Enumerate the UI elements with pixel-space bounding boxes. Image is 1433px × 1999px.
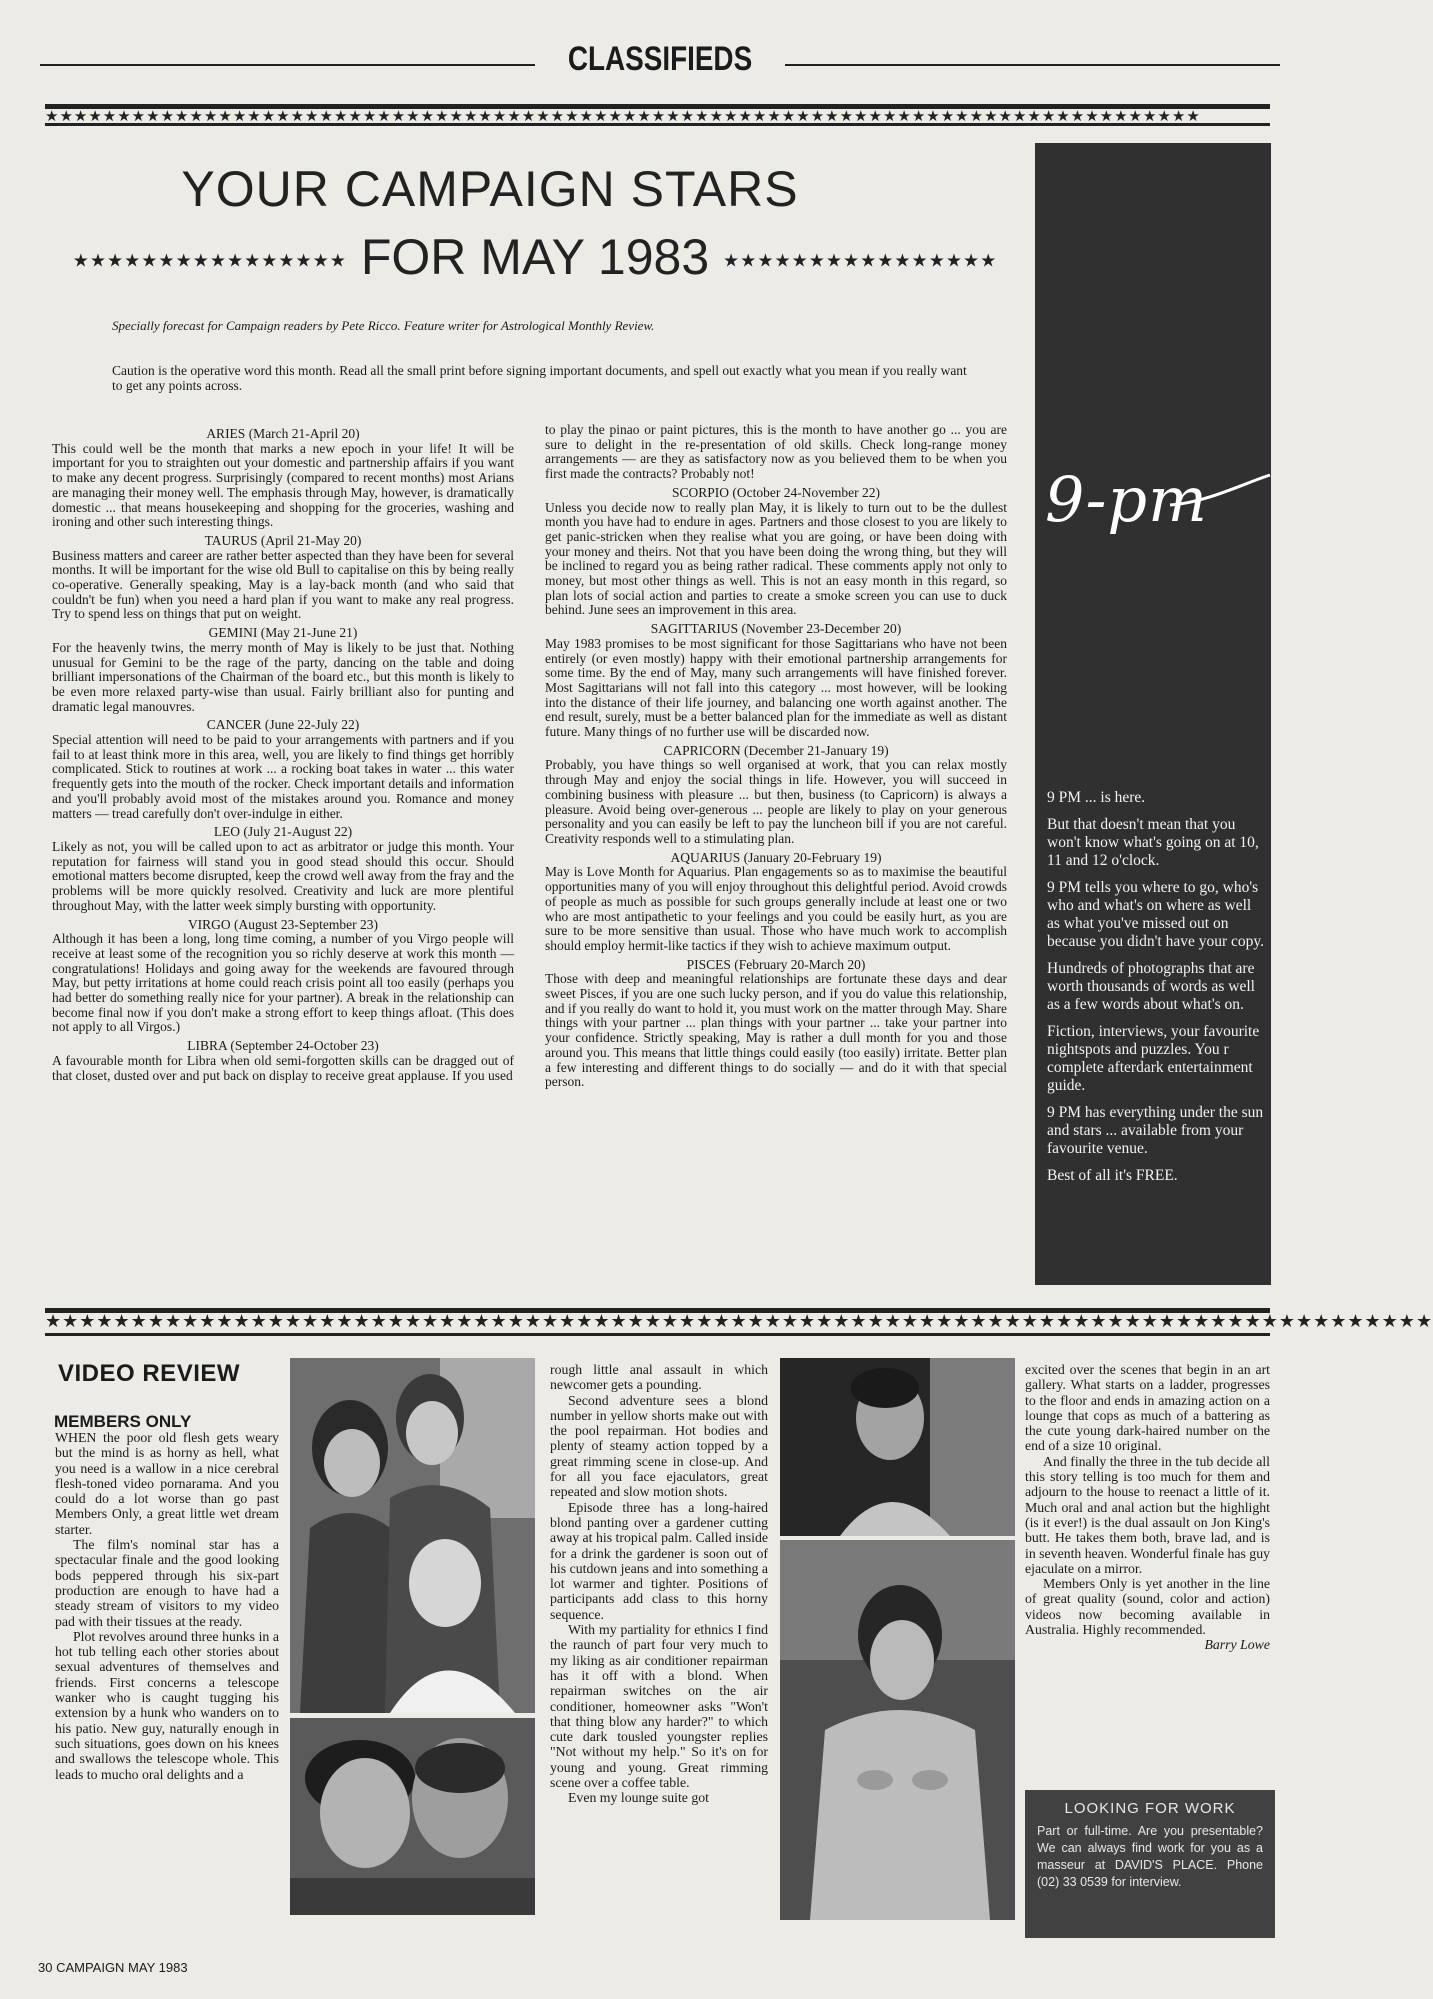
review-paragraph: Second adventure sees a blond number in yellow shorts make out with the pool repairman. Hot bodies and plenty of steamy action topped by a great rimming scene in close-up. And for all you face ejaculators, great repeated and slow motion shots. [550, 1392, 768, 1500]
sign-aries [52, 427, 514, 530]
9pm-paragraph: 9 PM tells you where to go, who's who and what's on where as well as what you've missed out on because you didn't have your copy. [1047, 879, 1264, 950]
sign-heading: SAGITTARIUS (November 23-December 20) [650, 621, 902, 637]
sign-scorpio [545, 486, 1007, 618]
sign-text: Likely as not, you will be called upon to act as arbitrator or judge this month. Your reputation for fairness will stand you in good stead should this occur. Should emotional matters become disrupted, keep the crowd well away from the fray and the problems will be more quickly resolved. Creativity and luck are more plentiful throughout May, with the latter week simply bursting with opportunity. [52, 838, 514, 913]
header-rule-right [785, 64, 1280, 66]
sign-text: For the heavenly twins, the merry month of May is likely to be just that. Nothing unusual for Gemini to be the rage of the party, dancing on the table and doing brilliant impersonations of the Chairman of the board etc., but this month is likely to be even more relaxed party-wise than usual. Fairly brilliant also for punting and dramatic legal manouvres. [52, 639, 514, 714]
sign-aquarius [545, 851, 1007, 954]
horoscope-title-line1: YOUR CAMPAIGN STARS [181, 161, 799, 217]
review-paragraph: Episode three has a long-haired blond panting over a gardener cutting away at his tropical palm. Called inside for a drink the gardener is soon out of his cutdown jeans and into something a lot warmer and tighter. Positions of participants add class to this horny sequence. [550, 1499, 769, 1622]
review-column-1 [55, 1430, 279, 1782]
sign-leo [52, 825, 514, 913]
video-review-heading: VIDEO REVIEW [58, 1360, 241, 1387]
sign-virgo [52, 918, 514, 1036]
9pm-paragraph: Fiction, interviews, your favourite nightspots and puzzles. You r complete afterdark entertainment guide. [1047, 1023, 1260, 1094]
9pm-paragraph: But that doesn't mean that you won't know what's going on at 10, 11 and 12 o'clock. [1047, 816, 1259, 869]
horoscope-byline: Specially forecast for Campaign readers by Pete Ricco. Feature writer for Astrological Monthly Review. [112, 318, 655, 333]
sign-pisces [545, 958, 1007, 1090]
sign-text: Although it has been a long, long time coming, a number of you Virgo people will receive at least some of the recognition you so richly deserve at work this month — congratulations! Holidays and going away for the weekends are favoured through May, but petty irritations at home could reach crisis point all too easily (perhaps you had better do something really nice for your partner). A break in the relationship can become final now if you don't make a strong effort to keep things afloat. (This does not apply to all Virgos.) [52, 931, 514, 1035]
9pm-paragraph: 9 PM has everything under the sun and stars ... available from your favourite venue. [1047, 1104, 1264, 1157]
ad-heading: LOOKING FOR WORK [1064, 1800, 1236, 1817]
sign-text: Those with deep and meaningful relationships are fortunate these days and dear sweet Pisces, if you are one such lucky person, and if you do value this relationship, and if you really do want to hold it, you must work on the matter through May. Share things with your partner ... plan things with your partner ... take your partner into your confidence. Strictly speaking, May is rather a dull month for you and those around you. This means that little things could easily (too easily) irritate. Better plan a few interesting and different things to do socially — and do it with that special person. [545, 971, 1007, 1090]
9pm-paragraph: Best of all it's FREE. [1047, 1167, 1178, 1184]
review-paragraph: With my partiality for ethnics I find the raunch of part four very much to my liking as air conditioner repairman has it off with a blond. When repairman switches on the air conditioner, homeowner asks "Won't that thing blow any harder?" to which cute dark tousled youngster replies "Not without my help." So it's on for young and young. Great rimming scene over a coffee table. [550, 1622, 768, 1791]
header-rule-left [40, 64, 535, 66]
sign-text: May is Love Month for Aquarius. Plan engagements so as to maximise the beautiful opportunities many of you will enjoy throughout this delightful period. Avoid crowds of people as much as possible for such groups generally include at least one or two who are most antipathetic to your feelings and you could be easily hurt, as you are sure to be more sensitive than usual. Those who have much work to accomplish should employ hermit-like tactics if they wish to achieve maximum output. [545, 864, 1007, 953]
sign-text: This could well be the month that marks a new epoch in your life! It will be important for you to straighten out your domestic and partnership affairs if you want to make any decent progress. Surprisingly (compared to recent months) most Arians are managing their money well. The emphasis through May, however, is dramatically domestic ... that means housekeeping and shopping for the groceries, washing and ironing and other such interesting things. [52, 440, 514, 530]
sign-heading: AQUARIUS (January 20-February 19) [670, 849, 882, 865]
sign-cancer [52, 718, 514, 821]
9pm-advert-panel [1035, 143, 1271, 1285]
sign-text: A favourable month for Libra when old semi-forgotten skills can be dragged out of that closet, dusted over and put back on display to receive great applause. If you used [52, 1052, 514, 1083]
sign-text: Business matters and career are rather better aspected than they have been for several months. It will be important for the wise old Bull to capitalise on this by being really co-operative. Generally speaking, May is a lay-back month (and who said that couldn't be fun) when you need a hard plan if you want to make any real progress. Try to spend less on things that put on weight. [52, 547, 514, 622]
horoscope-title-line2-row [45, 228, 1025, 286]
star-border-middle: ★★★★★★★★★★★★★★★★★★★★★★★★★★★★★★★★★★★★★★★★★★★★★★★★★★★★★★★★★★★★★★★★★★★★★★★★★★★★★★★★★ [45, 1308, 1270, 1336]
sign-gemini [52, 626, 514, 714]
photo-three-men [290, 1358, 535, 1713]
sign-heading: ARIES (March 21-April 20) [206, 426, 360, 441]
9pm-paragraph: 9 PM ... is here. [1047, 789, 1146, 806]
horoscope-column-right [545, 423, 1007, 1094]
sign-text: Special attention will need to be paid to your arrangements with partners and if you fail to at least think more in this area, well, you are likely to find things get horribly complicated. Stick to routines at work ... a rocking boat takes in water ... this water frequently gets into the mouth of the rocker. Check important details and information and you'll probably avoid most of the mistakes around you. Romance and money matters — tread carefully don't over-indulge in either. [52, 732, 514, 821]
film-title: MEMBERS ONLY [54, 1412, 192, 1431]
page-footer: 30 CAMPAIGN MAY 1983 [38, 1960, 188, 1975]
photo-man-portrait [780, 1358, 1015, 1536]
review-column-3 [1025, 1362, 1270, 1653]
sign-heading: LEO (July 21-August 22) [213, 824, 353, 840]
9pm-logo: 9-pm [1045, 463, 1208, 536]
sign-taurus [52, 534, 514, 622]
sign-heading: SCORPIO (October 24-November 22) [671, 484, 881, 500]
photo-shirtless-man [780, 1540, 1015, 1920]
9pm-paragraph: Hundreds of photographs that are worth thousands of words as well as a few words about what's on. [1047, 960, 1255, 1013]
sign-heading: PISCES (February 20-March 20) [686, 956, 866, 972]
sign-text: to play the pinao or paint pictures, this is the month to have another go ... you are sure to delight in the re-presentation of old skills. Check long-range money arrangements — are they as satisfactory now as you believed them to be when you first made the contracts? Probably not! [545, 422, 1007, 482]
section-title: CLASSIFIEDS [567, 40, 753, 78]
title-stars-left: ★★★★★★★★★★★★★★★★ [72, 250, 347, 272]
sign-libra [52, 1039, 514, 1083]
ad-text: Part or full-time. Are you presentable? We can always find work for you as a masseur at DAVID'S PLACE. Phone (02) 33 0539 for interview. [1037, 1824, 1263, 1889]
review-paragraph: Members Only is yet another in the line of great quality (sound, color and action) videos now becoming available in Australia. Highly recommended. [1025, 1576, 1270, 1638]
sign-heading: LIBRA (September 24-October 23) [187, 1038, 379, 1054]
review-paragraph: Even my lounge suite got [568, 1790, 710, 1806]
review-paragraph: The film's nominal star has a spectacular finale and the good looking bods peppered through his six-part production are enough to have had a steady stream of visitors to my video pad with their tissues at the ready. [55, 1537, 279, 1629]
classified-ad-box [1025, 1790, 1275, 1938]
sign-heading: GEMINI (May 21-June 21) [208, 625, 358, 641]
title-stars-right: ★★★★★★★★★★★★★★★★ [723, 250, 998, 272]
sign-text: Probably, you have things so well organised at work, that you can relax mostly through May and enjoy the social things in life. However, you will succeed in combining business with pleasure ... but then, business (to Capricorn) is always a pleasure. Avoid being over-generous ... people are likely to play on your generous personality and you can easily be left to pay the luncheon bill if you are not careful. Creativity responds well to a stimulating plan. [545, 757, 1007, 846]
sign-text: May 1983 promises to be most significant for those Sagittarians who have not been entirely (or even mostly) happy with their emotional partnership arrangements for some time. By the end of May, many such arrangements will have finished forever. Most Sagittarians will not fall into this category ... most however, will be looking into the distance of their life journey, and balancing one worth against another. The end result, surely, must be a better balanced plan for the immediate as well as distant future. Many things of no further use will be discarded now. [545, 635, 1007, 740]
horoscope-intro: Caution is the operative word this month. Read all the small print before signing important documents, and spell out exactly what you mean if you really want to get any points across. [112, 363, 967, 393]
reviewer-signature: Barry Lowe [1204, 1637, 1270, 1653]
sign-capricorn [545, 744, 1007, 847]
sign-heading: CAPRICORN (December 21-January 19) [663, 742, 889, 758]
review-paragraph: WHEN the poor old flesh gets weary but the mind is as horny as hell, what you need is a wallow in a nice cerebral flesh-toned video pornarama. And you could do a lot worse than go past Members Only, a great little wet dream starter. [55, 1430, 279, 1537]
review-paragraph: And finally the three in the tub decide all this story telling is too much for them and adjourn to the house to reenact a little of it. Much oral and anal action but the highlight (is it ever!) is the dual assault on Jon King's butt. He takes them both, brave lad, and is in seventh heaven. Wonderful finale has guy ejaculate on a mirror. [1025, 1453, 1270, 1576]
review-column-2 [550, 1362, 768, 1806]
star-border-top: ★★★★★★★★★★★★★★★★★★★★★★★★★★★★★★★★★★★★★★★★★★★★★★★★★★★★★★★★★★★★★★★★★★★★★★★★★★★★★★★★ [45, 104, 1270, 126]
photo-two-men [290, 1718, 535, 1915]
review-paragraph: rough little anal assault in which newcomer gets a pounding. [550, 1362, 768, 1393]
9pm-logo-swash-icon [1165, 473, 1275, 513]
sign-heading: CANCER (June 22-July 22) [206, 717, 360, 733]
sign-heading: TAURUS (April 21-May 20) [204, 532, 362, 548]
sign-libra-continued [545, 423, 1007, 482]
section-header [40, 40, 1280, 84]
sign-heading: VIRGO (August 23-September 23) [187, 916, 379, 932]
9pm-advert-body [1047, 789, 1265, 1194]
horoscope-title-line2: FOR MAY 1983 [360, 229, 710, 285]
horoscope-column-left [52, 427, 514, 1087]
review-paragraph: Plot revolves around three hunks in a hot tub telling each other stories about sexual adventures of themselves and friends. First concerns a telescope wanker who is caught tugging his extension by a hunk who wanders on to his patio. New guy, naturally enough in such situations, goes down on his knees and swallows the telescope whole. This leads to mucho oral delights and a [55, 1628, 279, 1782]
sign-text: Unless you decide now to really plan May, it is likely to turn out to be the dullest month you have had to endure in ages. Partners and those closest to you are likely to get panic-stricken when they realise what you are going, or have been doing with your money and theirs. Not that you have been doing the wrong thing, but they will be inclined to regard you as being rather radical. These comments apply not only to money, but most other things as well. This is not an easy month in this regard, so plan lots of social action and parties to create a smoke screen you can use to duck behind. June sees an improvement in this area. [545, 499, 1007, 618]
review-paragraph: excited over the scenes that begin in an art gallery. What starts on a ladder, progresses to the floor and ends in amazing action on a lounge that cops as much of a battering as the cute young dark-haired number on the end of a size 10 original. [1025, 1362, 1270, 1454]
sign-sagittarius [545, 622, 1007, 740]
